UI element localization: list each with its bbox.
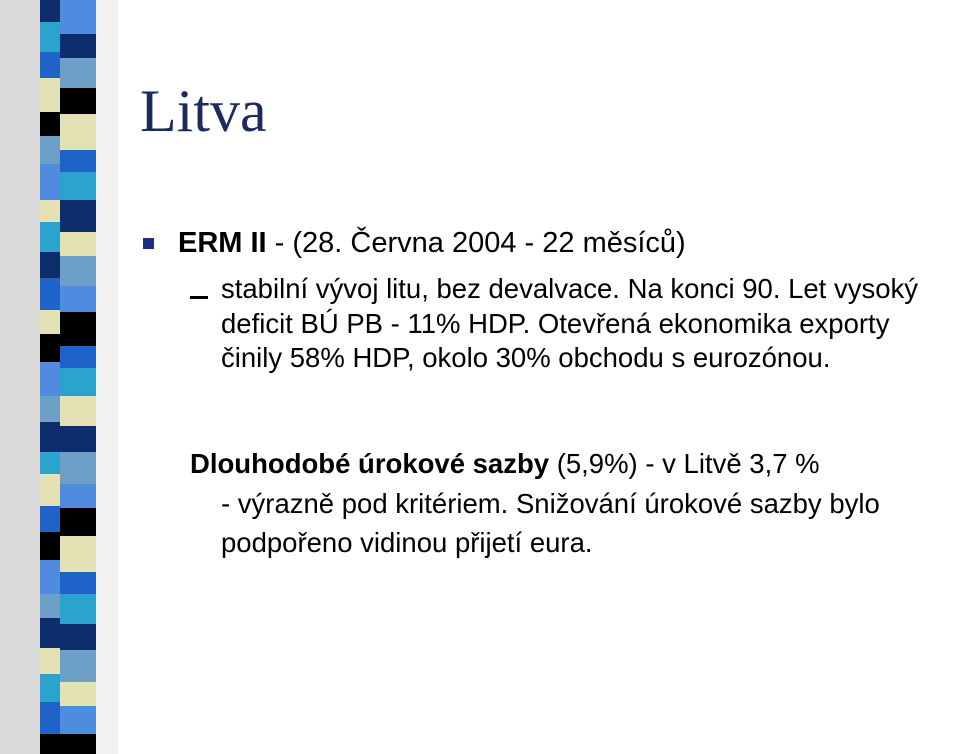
bullet-rest-text: - (28. Června 2004 - 22 měsíců) <box>266 227 686 259</box>
dash-bullet-icon <box>190 296 208 299</box>
paragraph-bold-text: Dlouhodobé úrokové sazby <box>190 448 550 479</box>
bullet-text <box>178 223 686 263</box>
slide-title: Litva <box>140 78 267 144</box>
sub-item-text: stabilní vývoj litu, bez devalvace. Na konci 90. Let vysoký deficit BÚ PB - 11% HDP. Otevřená ekonomika exporty činily 58% HDP, okolo 30% obchodu s eurozónou. <box>221 273 919 373</box>
paragraph-text <box>190 444 958 563</box>
bullet-bold-text: ERM II <box>178 227 267 259</box>
paragraph-continuation-text: - výrazně pod kritériem. Snižování úrokové sazby bylo podpořeno vidinou přijetí eura. <box>221 487 880 558</box>
square-bullet-icon <box>143 238 154 249</box>
paragraph-line1-text: (5,9%) - v Litvě 3,7 % <box>549 448 820 479</box>
